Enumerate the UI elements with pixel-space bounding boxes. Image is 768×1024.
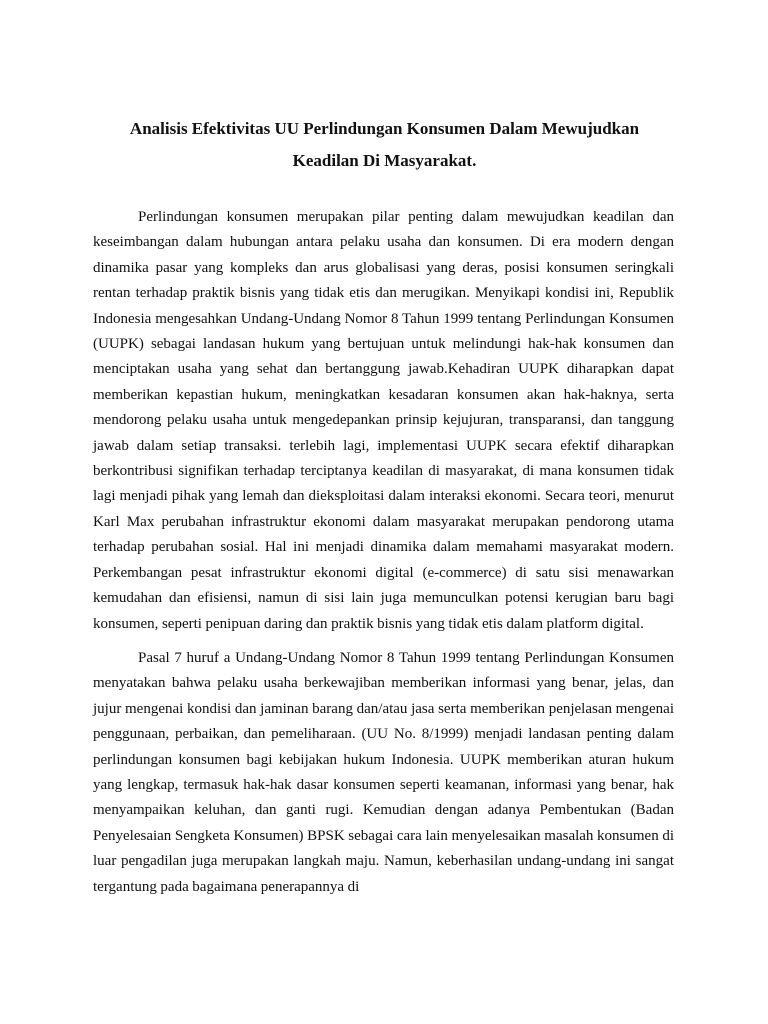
- paragraph-1: Perlindungan konsumen merupakan pilar penting dalam mewujudkan keadilan dan keseimbangan dalam hubungan antara pelaku usaha dan konsumen. Di era modern dengan dinamika pasar yang kompleks dan arus globalisasi yang deras, posisi konsumen seringkali rentan terhadap praktik bisnis yang tidak etis dan merugikan. Menyikapi kondisi ini, Republik Indonesia mengesahkan Undang-Undang Nomor 8 Tahun 1999 tentang Perlindungan Konsumen (UUPK) sebagai landasan hukum yang bertujuan untuk melindungi hak-hak konsumen dan menciptakan usaha yang sehat dan bertanggung jawab.Kehadiran UUPK diharapkan dapat memberikan kepastian hukum, meningkatkan kesadaran konsumen akan hak-haknya, serta mendorong pelaku usaha untuk mengedepankan prinsip kejujuran, transparansi, dan tanggung jawab dalam setiap transaksi. terlebih lagi, implementasi UUPK secara efektif diharapkan berkontribusi signifikan terhadap terciptanya keadilan di masyarakat, di mana konsumen tidak lagi menjadi pihak yang lemah dan dieksploitasi dalam interaksi ekonomi. Secara teori, menurut Karl Max perubahan infrastruktur ekonomi dalam masyarakat merupakan pendorong utama terhadap perubahan sosial. Hal ini menjadi dinamika dalam memahami masyarakat modern. Perkembangan pesat infrastruktur ekonomi digital (e-commerce) di satu sisi menawarkan kemudahan dan efisiensi, namun di sisi lain juga memunculkan potensi kerugian baru bagi konsumen, seperti penipuan daring dan praktik bisnis yang tidak etis dalam platform digital.: [93, 209, 674, 632]
- document-title: Analisis Efektivitas UU Perlindungan Konsumen Dalam Mewujudkan Keadilan Di Masyarakat.: [129, 119, 640, 170]
- paragraph-2: Pasal 7 huruf a Undang-Undang Nomor 8 Tahun 1999 tentang Perlindungan Konsumen menyatakan bahwa pelaku usaha berkewajiban memberikan informasi yang benar, jelas, dan jujur mengenai kondisi dan jaminan barang dan/atau jasa serta memberikan penjelasan mengenai penggunaan, perbaikan, dan pemeliharaan. (UU No. 8/1999) menjadi landasan penting dalam perlindungan konsumen bagi kebijakan hukum Indonesia. UUPK memberikan aturan hukum yang lengkap, termasuk hak-hak dasar konsumen seperti keamanan, informasi yang benar, hak menyampaikan keluhan, dan ganti rugi. Kemudian dengan adanya Pembentukan (Badan Penyelesaian Sengketa Konsumen) BPSK sebagai cara lain menyelesaikan masalah konsumen di luar pengadilan juga merupakan langkah maju. Namun, keberhasilan undang-undang ini sangat tergantung pada bagaimana penerapannya di: [93, 649, 674, 895]
- document-body: [93, 205, 674, 900]
